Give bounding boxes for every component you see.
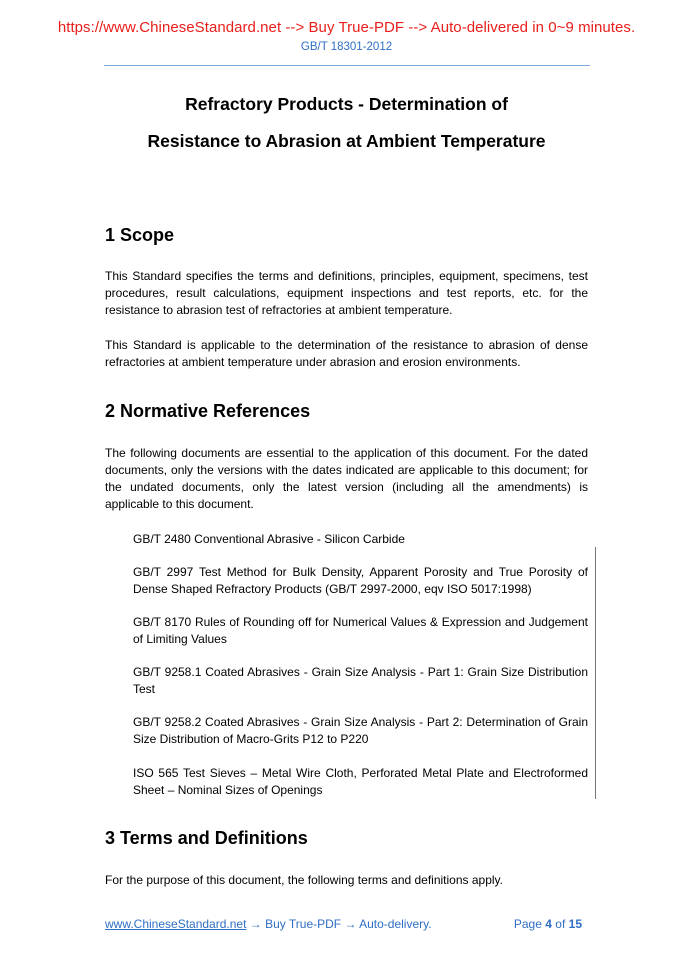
page-label: Page (513, 917, 542, 931)
page-footer (105, 917, 588, 931)
document-title-line-1: Refractory Products - Determination of (185, 94, 508, 114)
section-heading-terms-definitions: 3 Terms and Definitions (105, 828, 308, 848)
page-of: of (555, 917, 566, 931)
footer-site-link[interactable]: www.ChineseStandard.net (105, 917, 247, 931)
section-heading-normative-references: 2 Normative References (105, 401, 311, 421)
reference-item: ISO 565 Test Sieves – Metal Wire Cloth, Perforated Metal Plate and Electroformed Sheet – Nominal Sizes of Openings (133, 766, 588, 797)
section-heading-scope: 1 Scope (105, 225, 175, 245)
reference-item: GB/T 2480 Conventional Abrasive - Silicon Carbide (133, 532, 405, 546)
page-current: 4 (545, 917, 552, 931)
page-total: 15 (568, 917, 582, 931)
page-indicator (514, 917, 582, 931)
reference-item: GB/T 9258.2 Coated Abrasives - Grain Size Analysis - Part 2: Determination of Grain Size Distribution of Macro-Grits P12 to P220 (133, 715, 588, 746)
revision-change-bar (595, 547, 596, 799)
normative-intro-paragraph: The following documents are essential to the application of this document. For the dated documents, only the versions with the dates indicated are applicable to this document; for the undated documents, only the latest version (including all the amendments) is applicable to this document. (105, 446, 588, 511)
scope-paragraph-2: This Standard is applicable to the determination of the resistance to abrasion of dense refractories at ambient temperature under abrasion and erosion environments. (105, 338, 588, 369)
reference-item: GB/T 9258.1 Coated Abrasives - Grain Size Analysis - Part 1: Grain Size Distribution Test (133, 665, 588, 696)
reference-item: GB/T 2997 Test Method for Bulk Density, Apparent Porosity and True Porosity of Dense Shaped Refractory Products (GB/T 2997-2000, eqv ISO 5017:1998) (133, 565, 588, 596)
reference-item: GB/T 8170 Rules of Rounding off for Numerical Values & Expression and Judgement of Limiting Values (133, 615, 588, 646)
scope-paragraph-1: This Standard specifies the terms and definitions, principles, equipment, specimens, test procedures, result calculations, equipment inspections and test reports, etc. for the resistance to abrasion test of refractories at ambient temperature. (105, 269, 588, 317)
footer-tagline: → Buy True-PDF → Auto-delivery. (246, 917, 432, 931)
header-rule (104, 65, 590, 66)
document-title-line-2: Resistance to Abrasion at Ambient Temperature (147, 131, 546, 151)
terms-intro-paragraph: For the purpose of this document, the following terms and definitions apply. (105, 873, 503, 887)
standard-number: GB/T 18301-2012 (300, 41, 393, 53)
top-banner-link[interactable]: https://www.ChineseStandard.net --> Buy True-PDF --> Auto-delivered in 0~9 minutes. (57, 19, 636, 36)
